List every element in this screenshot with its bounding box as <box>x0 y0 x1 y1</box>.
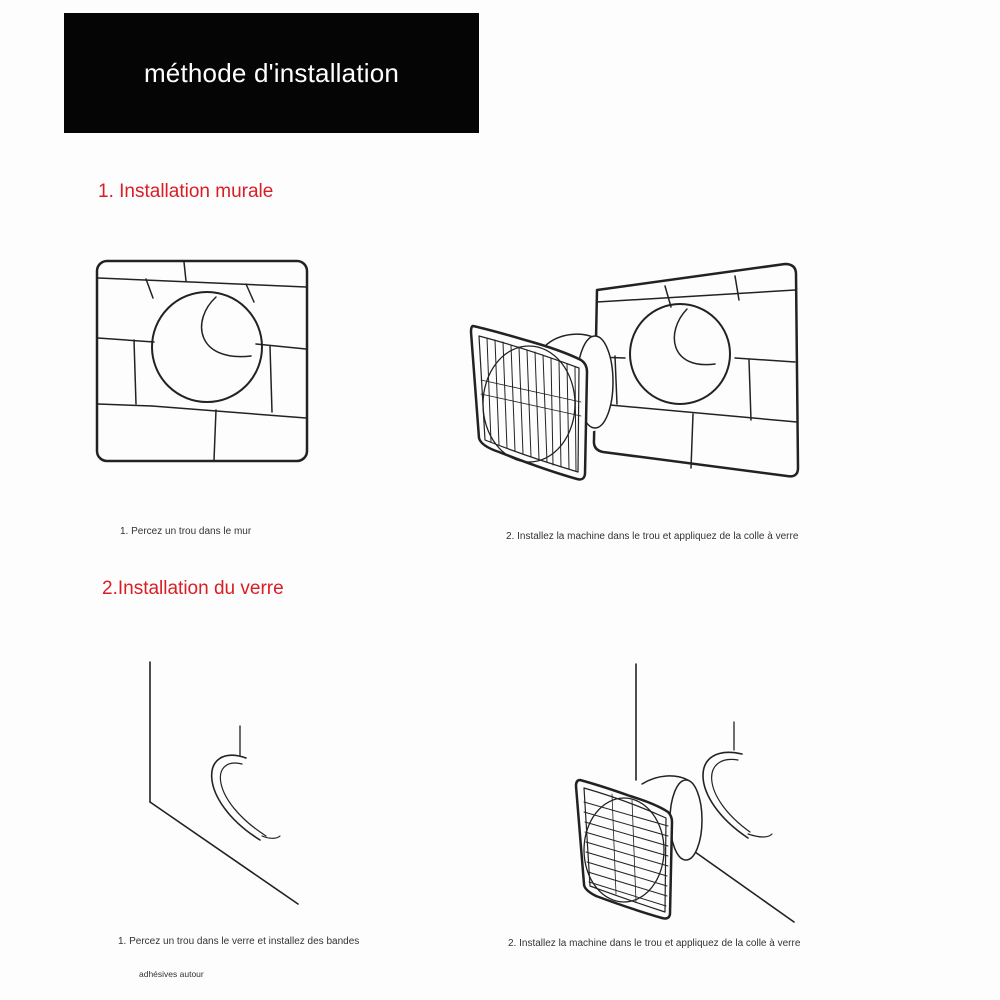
section-title-wall: 1. Installation murale <box>98 181 274 202</box>
wall-machine-illustration <box>465 262 800 484</box>
step-caption: 2. Installez la machine dans le trou et appliquez de la colle à verre <box>506 531 799 542</box>
step-caption: 1. Percez un trou dans le verre et installez des bandes <box>118 936 360 947</box>
wall-hole-illustration <box>96 260 308 462</box>
glass-hole-illustration <box>140 660 300 905</box>
glass-machine-illustration <box>572 662 796 924</box>
step-caption: 1. Percez un trou dans le mur <box>120 526 252 537</box>
page-title: méthode d'installation <box>143 57 400 88</box>
step-caption-continued: adhésives autour <box>139 969 204 979</box>
section-title-glass: 2.Installation du verre <box>102 578 284 599</box>
step-caption: 2. Installez la machine dans le trou et appliquez de la colle à verre <box>508 938 801 949</box>
header-banner <box>64 13 479 133</box>
